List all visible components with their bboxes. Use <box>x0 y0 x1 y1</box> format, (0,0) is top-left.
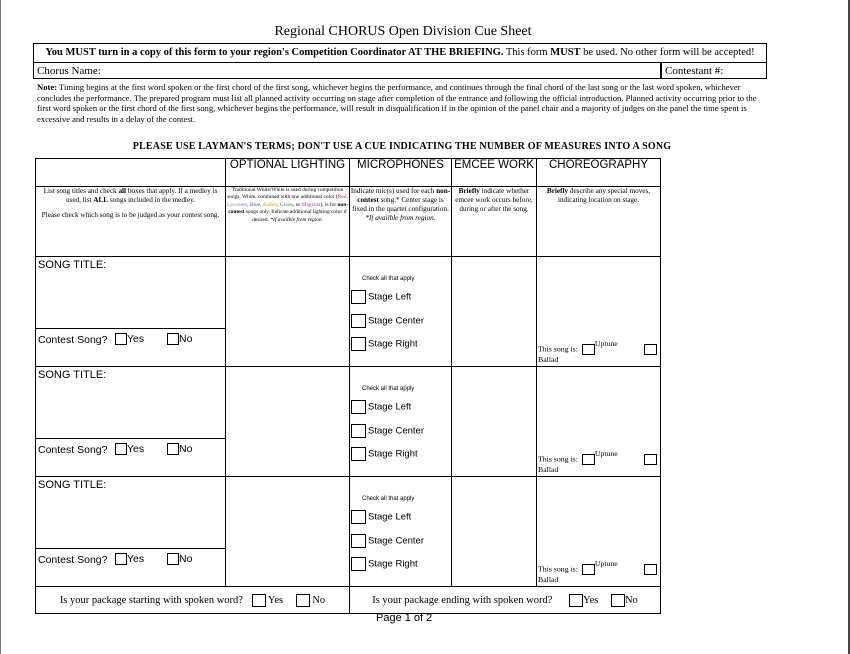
start-yes-checkbox[interactable] <box>252 594 266 607</box>
header-song-column <box>36 159 226 187</box>
ballad-checkbox[interactable] <box>644 454 657 465</box>
choreography-cell[interactable] <box>537 367 661 477</box>
end-no-checkbox[interactable] <box>611 594 625 607</box>
choreography-cell[interactable] <box>537 477 661 587</box>
chorus-name-field[interactable] <box>33 63 661 79</box>
yes-label: Yes <box>127 333 145 345</box>
song-is-label: This song is: <box>538 454 578 464</box>
emcee-cell[interactable] <box>452 257 537 367</box>
mic-cell <box>350 367 452 477</box>
contest-song-row <box>36 438 225 476</box>
stage-left-checkbox[interactable] <box>351 400 366 414</box>
instruction-banner <box>33 43 767 63</box>
stage-center-label: Stage Center <box>368 535 424 547</box>
page-number: Page 1 of 2 <box>376 612 433 624</box>
page-edge-left <box>0 0 1 654</box>
uptune-label: Uptune <box>594 339 618 349</box>
starting-spoken-word <box>36 587 350 614</box>
ballad-checkbox[interactable] <box>644 564 657 575</box>
song-title-label: SONG TITLE: <box>38 479 107 491</box>
ballad-checkbox[interactable] <box>644 344 657 355</box>
stage-right-checkbox[interactable] <box>351 557 366 571</box>
mic-instructions <box>350 187 452 257</box>
ballad-label: Ballad <box>538 465 559 474</box>
mic-stage-center[interactable] <box>351 534 424 548</box>
yes-checkbox[interactable] <box>115 553 127 565</box>
uptune-checkbox[interactable] <box>582 454 595 465</box>
stage-right-checkbox[interactable] <box>351 337 366 351</box>
stage-left-checkbox[interactable] <box>351 510 366 524</box>
stage-right-label: Stage Right <box>368 338 418 350</box>
song-row <box>36 257 661 367</box>
emcee-cell[interactable] <box>452 367 537 477</box>
song-is-label: This song is: <box>538 344 578 354</box>
song-type-group <box>538 559 657 584</box>
desc-bold: non-contest <box>228 201 349 216</box>
contest-song-row <box>36 328 225 366</box>
lighting-cell[interactable] <box>226 257 350 367</box>
no-checkbox[interactable] <box>167 443 179 455</box>
song-type-group <box>538 339 657 364</box>
desc-text: List song titles and check <box>43 187 119 195</box>
contest-yes-option[interactable] <box>115 333 144 345</box>
song-title-label: SONG TITLE: <box>38 369 107 381</box>
stage-center-label: Stage Center <box>368 425 424 437</box>
uptune-checkbox[interactable] <box>582 344 595 355</box>
contest-no-option[interactable] <box>167 553 192 565</box>
stage-left-checkbox[interactable] <box>351 290 366 304</box>
desc-text: or <box>295 201 301 208</box>
contest-song-label: Contest Song? <box>38 554 108 566</box>
spoken-word-row <box>36 587 661 614</box>
header-row <box>36 159 661 187</box>
stage-left-label: Stage Left <box>368 401 412 413</box>
note-label: Note: <box>37 82 58 92</box>
emcee-cell[interactable] <box>452 477 537 587</box>
stage-left-label: Stage Left <box>368 291 412 303</box>
mic-stage-left[interactable] <box>351 290 411 304</box>
stage-center-label: Stage Center <box>368 315 424 327</box>
stage-right-label: Stage Right <box>368 558 418 570</box>
contest-yes-option[interactable] <box>115 553 144 565</box>
start-no-label: No <box>312 594 326 606</box>
no-label: No <box>179 443 193 455</box>
ballad-label: Ballad <box>538 575 559 584</box>
song-title-label: SONG TITLE: <box>38 259 107 271</box>
desc-text: Traditional White/White is used during competition songs. White, combined with one additional color ( <box>227 187 344 201</box>
no-checkbox[interactable] <box>167 553 179 565</box>
song-instructions-p1 <box>36 187 225 205</box>
contest-no-option[interactable] <box>167 443 192 455</box>
choreo-instructions <box>537 187 661 257</box>
mic-stage-left[interactable] <box>351 400 411 414</box>
song-type-group <box>538 449 657 474</box>
color-amber: Amber <box>262 201 278 208</box>
check-all-label: Check all that apply <box>362 496 415 502</box>
desc-bold: Briefly <box>546 187 569 195</box>
stage-center-checkbox[interactable] <box>351 534 366 548</box>
color-blue: Blue <box>249 201 260 208</box>
timing-note <box>37 82 765 124</box>
start-question: Is your package starting with spoken word? <box>59 594 243 606</box>
end-no-label: No <box>624 594 638 606</box>
contest-yes-option[interactable] <box>115 443 144 455</box>
lighting-instructions: Traditional White/White is used during competition songs. White, combined with one additional color (Red, Lavender, Blue, Amber, Green, or Magenta), is for non-contest songs only. Indicate additional lighting color if desired. *If availble from region. <box>226 187 350 257</box>
color-green: Green <box>279 201 294 208</box>
mic-stage-left[interactable] <box>351 510 411 524</box>
contest-song-label: Contest Song? <box>38 334 108 346</box>
no-label: No <box>179 553 193 565</box>
mic-cell <box>350 477 452 587</box>
contestant-label: Contestant #: <box>665 65 724 77</box>
desc-text: songs only. Indicate additional lighting color if desired. <box>244 209 347 223</box>
banner-must: MUST <box>550 47 581 58</box>
uptune-label: Uptune <box>594 559 618 569</box>
yes-label: Yes <box>127 443 145 455</box>
stage-center-checkbox[interactable] <box>351 314 366 328</box>
song-row <box>36 367 661 477</box>
header-choreography: CHOREOGRAPHY <box>537 159 661 187</box>
song-title-cell[interactable] <box>36 367 226 477</box>
contest-song-row <box>36 548 225 586</box>
desc-text: songs included in the medley. <box>108 196 196 204</box>
song-instructions-p2: Please check which song is to be judged as your contest song. <box>41 211 220 219</box>
laymans-terms-warning: PLEASE USE LAYMAN'S TERMS; DON'T USE A CUE INDICATING THE NUMBER OF MEASURES INTO A SONG <box>132 141 672 152</box>
mic-stage-right[interactable] <box>351 447 418 461</box>
header-microphones: MICROPHONES <box>350 159 452 187</box>
desc-bold: Briefly <box>458 187 480 195</box>
stage-right-label: Stage Right <box>368 448 418 460</box>
start-yes-label: Yes <box>267 594 284 606</box>
desc-text: boxes that apply. If a medley is used, list <box>65 187 218 204</box>
start-no-checkbox[interactable] <box>296 594 310 607</box>
end-question: Is your package ending with spoken word? <box>372 594 553 606</box>
banner-text-1: This form <box>503 47 551 58</box>
lighting-cell[interactable] <box>226 367 350 477</box>
color-lavender: Lavender <box>226 201 248 208</box>
mic-stage-right[interactable] <box>351 337 418 351</box>
description-row <box>36 187 661 257</box>
song-title-cell[interactable] <box>36 257 226 367</box>
yes-checkbox[interactable] <box>115 333 127 345</box>
ballad-label: Ballad <box>538 355 559 364</box>
lighting-cell[interactable] <box>226 477 350 587</box>
song-instructions <box>36 187 226 257</box>
page-title: Regional CHORUS Open Division Cue Sheet <box>274 24 532 39</box>
mic-stage-center[interactable] <box>351 424 424 438</box>
check-all-label: Check all that apply <box>362 386 415 392</box>
contestant-number-field[interactable] <box>661 63 767 79</box>
ending-spoken-word <box>350 587 661 614</box>
header-lighting: OPTIONAL LIGHTING <box>226 159 350 187</box>
desc-text: indicate whether emcee work occurs before, during or after the song. <box>455 187 533 213</box>
no-checkbox[interactable] <box>167 333 179 345</box>
desc-text: song.* Center stage is fixed in the quartet configuration. <box>352 196 449 213</box>
choreography-cell[interactable] <box>537 257 661 367</box>
mic-stage-right[interactable] <box>351 557 418 571</box>
banner-text-2: be used. No other form will be accepted! <box>580 47 755 58</box>
note-text: Timing begins at the first word spoken or the first chord of the first song, whichever begins the performance, and continues through the final chord of the last song or the last word spoken, whichever concludes the performance. The prepared program must list all planned activity occurring on stage after completion of the entrance and following the official introduction. Planned activity occurring prior to the first word spoken or the first chord of the first song, whichever begins the performance, will result in disqualification if in the opinion of the panel chair and a majority of judges on the panel the time spent is excessive and results in a delay of the contest. <box>37 82 757 124</box>
song-title-cell[interactable] <box>36 477 226 587</box>
desc-italic: *If availble from region. <box>270 216 323 223</box>
desc-bold: non-contest <box>357 187 451 204</box>
color-magenta: Magenta <box>301 201 321 208</box>
contest-no-option[interactable] <box>167 333 192 345</box>
desc-bold: all <box>118 187 127 195</box>
song-row <box>36 477 661 587</box>
desc-italic: *If availble from region. <box>365 214 436 222</box>
song-is-label: This song is: <box>538 564 578 574</box>
banner-bold: You MUST turn in a copy of this form to your region's Competition Coordinator AT THE BRIEFING. <box>45 47 504 58</box>
desc-text: describe any special moves, indicating location on stage. <box>557 187 651 204</box>
cue-sheet-table <box>35 158 661 614</box>
desc-text: ), is for <box>320 201 338 208</box>
yes-checkbox[interactable] <box>115 443 127 455</box>
desc-text: Indicate mic(s) used for each <box>350 187 437 195</box>
stage-right-checkbox[interactable] <box>351 447 366 461</box>
desc-bold: ALL <box>93 196 109 204</box>
stage-center-checkbox[interactable] <box>351 424 366 438</box>
end-yes-label: Yes <box>583 594 599 606</box>
color-red: Red <box>337 194 347 201</box>
check-all-label: Check all that apply <box>362 276 415 282</box>
mic-cell <box>350 257 452 367</box>
chorus-name-label: Chorus Name: <box>37 65 101 77</box>
yes-label: Yes <box>127 553 145 565</box>
end-yes-checkbox[interactable] <box>569 594 583 607</box>
uptune-checkbox[interactable] <box>582 564 595 575</box>
header-emcee: EMCEE WORK <box>452 159 537 187</box>
stage-left-label: Stage Left <box>368 511 412 523</box>
mic-stage-center[interactable] <box>351 314 424 328</box>
no-label: No <box>179 333 193 345</box>
emcee-instructions <box>452 187 537 257</box>
uptune-label: Uptune <box>594 449 618 459</box>
contest-song-label: Contest Song? <box>38 444 108 456</box>
